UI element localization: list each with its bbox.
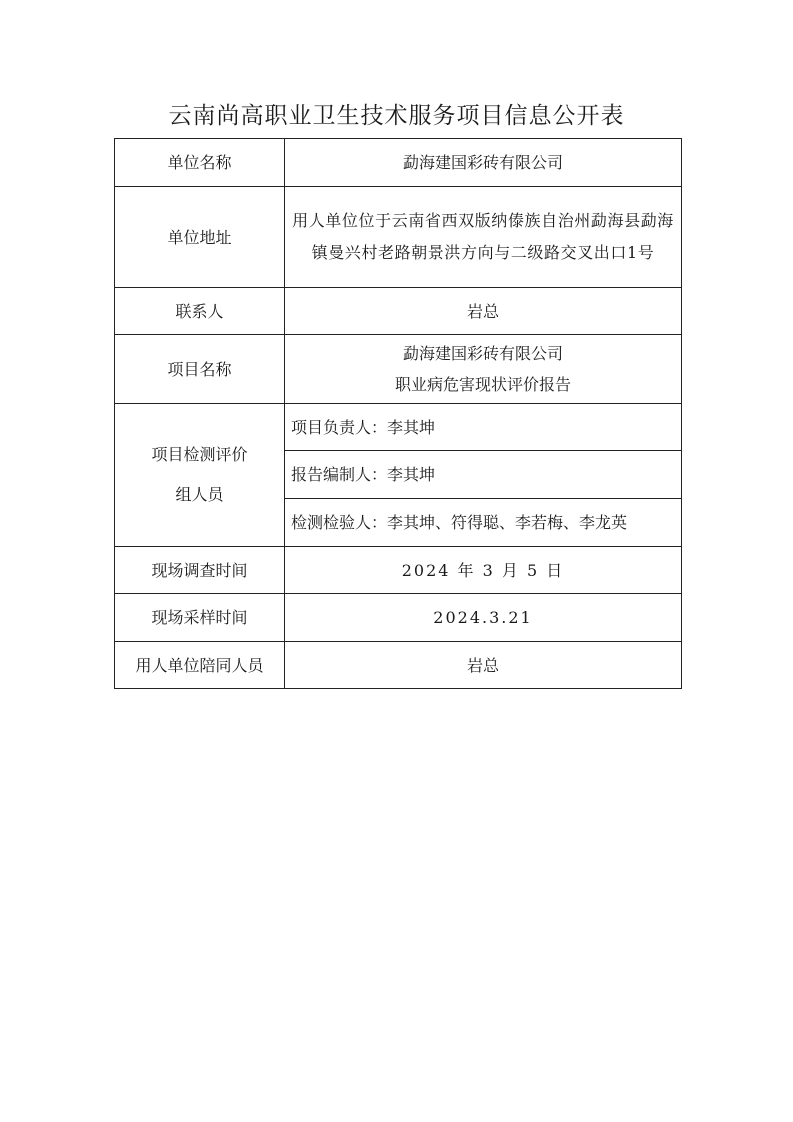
team-label — [115, 404, 285, 547]
contact-value: 岩总 — [285, 288, 682, 335]
inspectors-value: 检测检验人：李其坤、符得聪、李若梅、李龙英 — [285, 499, 682, 547]
table-row — [115, 187, 682, 288]
table-row — [115, 335, 682, 404]
unit-name-value: 勐海建国彩砖有限公司 — [285, 139, 682, 187]
table-row — [115, 404, 682, 451]
project-name-label: 项目名称 — [115, 335, 285, 404]
accompanying-label: 用人单位陪同人员 — [115, 642, 285, 689]
table-row — [115, 288, 682, 335]
unit-address-value: 用人单位位于云南省西双版纳傣族自治州勐海县勐海镇曼兴村老路朝景洪方向与二级路交叉出口1号 — [285, 187, 682, 288]
table-row — [115, 642, 682, 689]
unit-name-label: 单位名称 — [115, 139, 285, 187]
table-row — [115, 547, 682, 594]
project-name-line-2: 职业病危害现状评价报告 — [394, 375, 571, 394]
accompanying-value: 岩总 — [285, 642, 682, 689]
team-label-line-2: 组人员 — [175, 485, 224, 504]
table-row — [115, 139, 682, 187]
table-row — [115, 594, 682, 642]
report-author-value: 报告编制人：李其坤 — [285, 451, 682, 499]
project-leader-value: 项目负责人：李其坤 — [285, 404, 682, 451]
survey-time-value: 2024 年 3 月 5 日 — [285, 547, 682, 594]
contact-label: 联系人 — [115, 288, 285, 335]
project-name-value — [285, 335, 682, 404]
team-label-line-1: 项目检测评价 — [151, 445, 248, 464]
sampling-time-value: 2024.3.21 — [285, 594, 682, 642]
sampling-time-label: 现场采样时间 — [115, 594, 285, 642]
info-table — [114, 138, 682, 689]
project-name-line-1: 勐海建国彩砖有限公司 — [402, 344, 563, 363]
survey-time-label: 现场调查时间 — [115, 547, 285, 594]
unit-address-label: 单位地址 — [115, 187, 285, 288]
document-title: 云南尚高职业卫生技术服务项目信息公开表 — [168, 103, 625, 129]
